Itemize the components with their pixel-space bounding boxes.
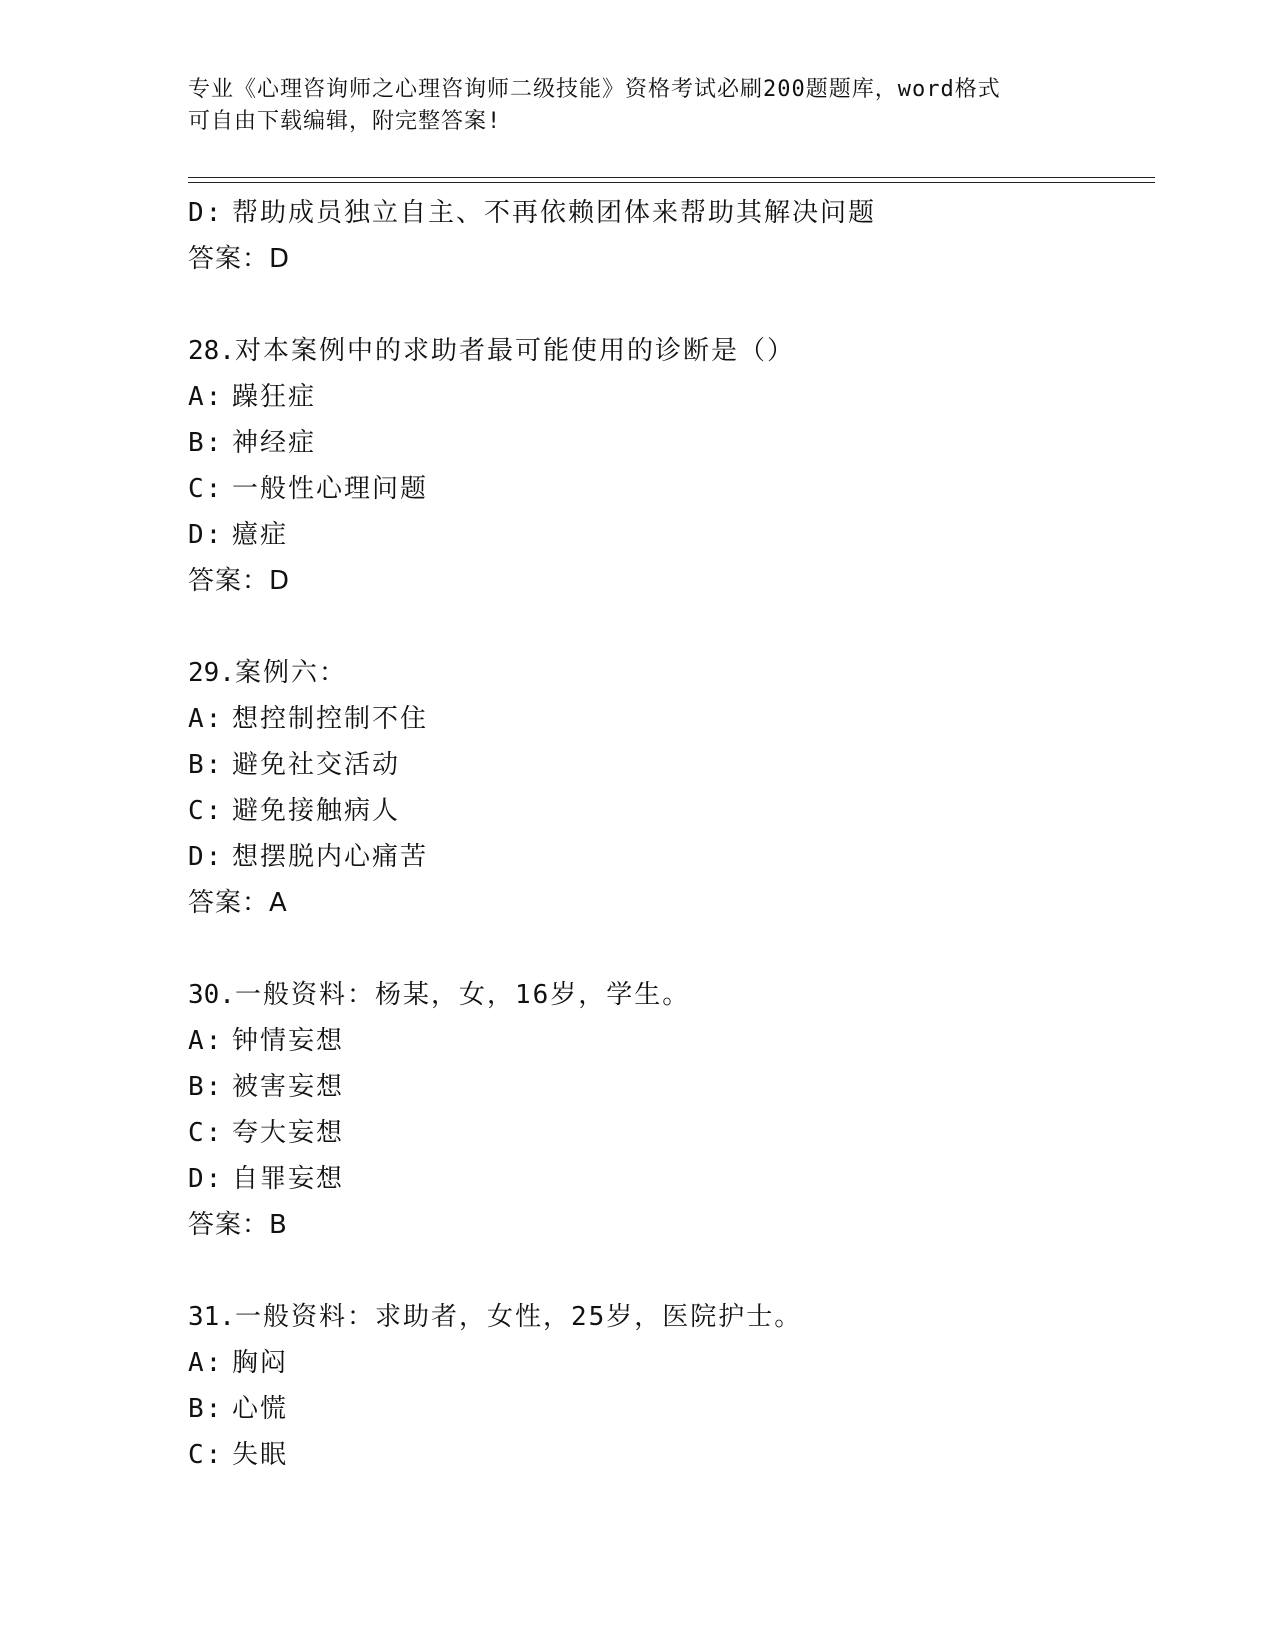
option-key: A: (188, 1026, 224, 1056)
option-d (188, 190, 1148, 236)
option-text: 胸闷 (232, 1348, 289, 1378)
option-key: D: (188, 1164, 224, 1194)
spacer (188, 1248, 1148, 1294)
header-divider-bottom (188, 182, 1155, 183)
option-text: 一般性心理问题 (232, 474, 429, 504)
option-key: C: (188, 796, 224, 826)
spacer (188, 604, 1148, 650)
option-a (188, 1340, 1148, 1386)
option-key: D: (188, 520, 224, 550)
option-c (188, 788, 1148, 834)
option-text: 被害妄想 (232, 1072, 345, 1102)
option-d (188, 834, 1148, 880)
option-text: 躁狂症 (232, 382, 317, 412)
option-b (188, 1064, 1148, 1110)
option-text: 想摆脱内心痛苦 (232, 842, 429, 872)
option-text: 钟情妄想 (232, 1026, 345, 1056)
answer-line: 答案：D (188, 566, 291, 596)
question-stem (188, 1294, 1148, 1340)
option-text: 心慌 (232, 1394, 289, 1424)
spacer (188, 926, 1148, 972)
option-text: 失眠 (232, 1440, 289, 1470)
question-text: 一般资料：求助者，女性，25岁，医院护士。 (234, 1302, 803, 1332)
option-key: C: (188, 1440, 224, 1470)
question-stem (188, 972, 1148, 1018)
option-b (188, 1386, 1148, 1432)
option-b (188, 742, 1148, 788)
option-text: 想控制控制不住 (232, 704, 429, 734)
question-text: 对本案例中的求助者最可能使用的诊断是（） (234, 336, 795, 366)
option-key: D: (188, 842, 224, 872)
option-b (188, 420, 1148, 466)
question-number: 30. (188, 980, 235, 1010)
option-key: A: (188, 704, 224, 734)
option-key: C: (188, 474, 224, 504)
answer-line: 答案：D (188, 244, 291, 274)
option-c (188, 466, 1148, 512)
option-key: B: (188, 1072, 224, 1102)
question-number: 28. (188, 336, 235, 366)
option-key: B: (188, 428, 224, 458)
spacer (188, 282, 1148, 328)
header-line-2: 可自由下载编辑，附完整答案! (188, 109, 502, 134)
question-stem (188, 650, 1148, 696)
option-a (188, 696, 1148, 742)
question-text: 案例六： (234, 658, 347, 688)
option-text: 帮助成员独立自主、不再依赖团体来帮助其解决问题 (232, 198, 877, 228)
answer-line: 答案：A (188, 888, 288, 918)
option-key: D: (188, 198, 224, 228)
option-key: C: (188, 1118, 224, 1148)
option-text: 避免接触病人 (232, 796, 401, 826)
option-c (188, 1432, 1148, 1478)
question-stem (188, 328, 1148, 374)
option-d (188, 512, 1148, 558)
header-divider-top (188, 177, 1155, 178)
option-text: 自罪妄想 (232, 1164, 345, 1194)
option-key: A: (188, 1348, 224, 1378)
option-key: A: (188, 382, 224, 412)
option-text: 神经症 (232, 428, 317, 458)
option-d (188, 1156, 1148, 1202)
option-a (188, 1018, 1148, 1064)
option-c (188, 1110, 1148, 1156)
question-text: 一般资料：杨某，女，16岁，学生。 (234, 980, 691, 1010)
question-number: 31. (188, 1302, 235, 1332)
question-number: 29. (188, 658, 235, 688)
option-text: 避免社交活动 (232, 750, 401, 780)
question-list (188, 190, 1148, 1478)
option-text: 夸大妄想 (232, 1118, 345, 1148)
option-key: B: (188, 1394, 224, 1424)
option-key: B: (188, 750, 224, 780)
header-line-1: 专业《心理咨询师之心理咨询师二级技能》资格考试必刷200题题库，word格式 (188, 77, 1001, 102)
answer-line: 答案：B (188, 1210, 288, 1240)
option-a (188, 374, 1148, 420)
option-text: 癔症 (232, 520, 289, 550)
document-header (188, 74, 1088, 138)
